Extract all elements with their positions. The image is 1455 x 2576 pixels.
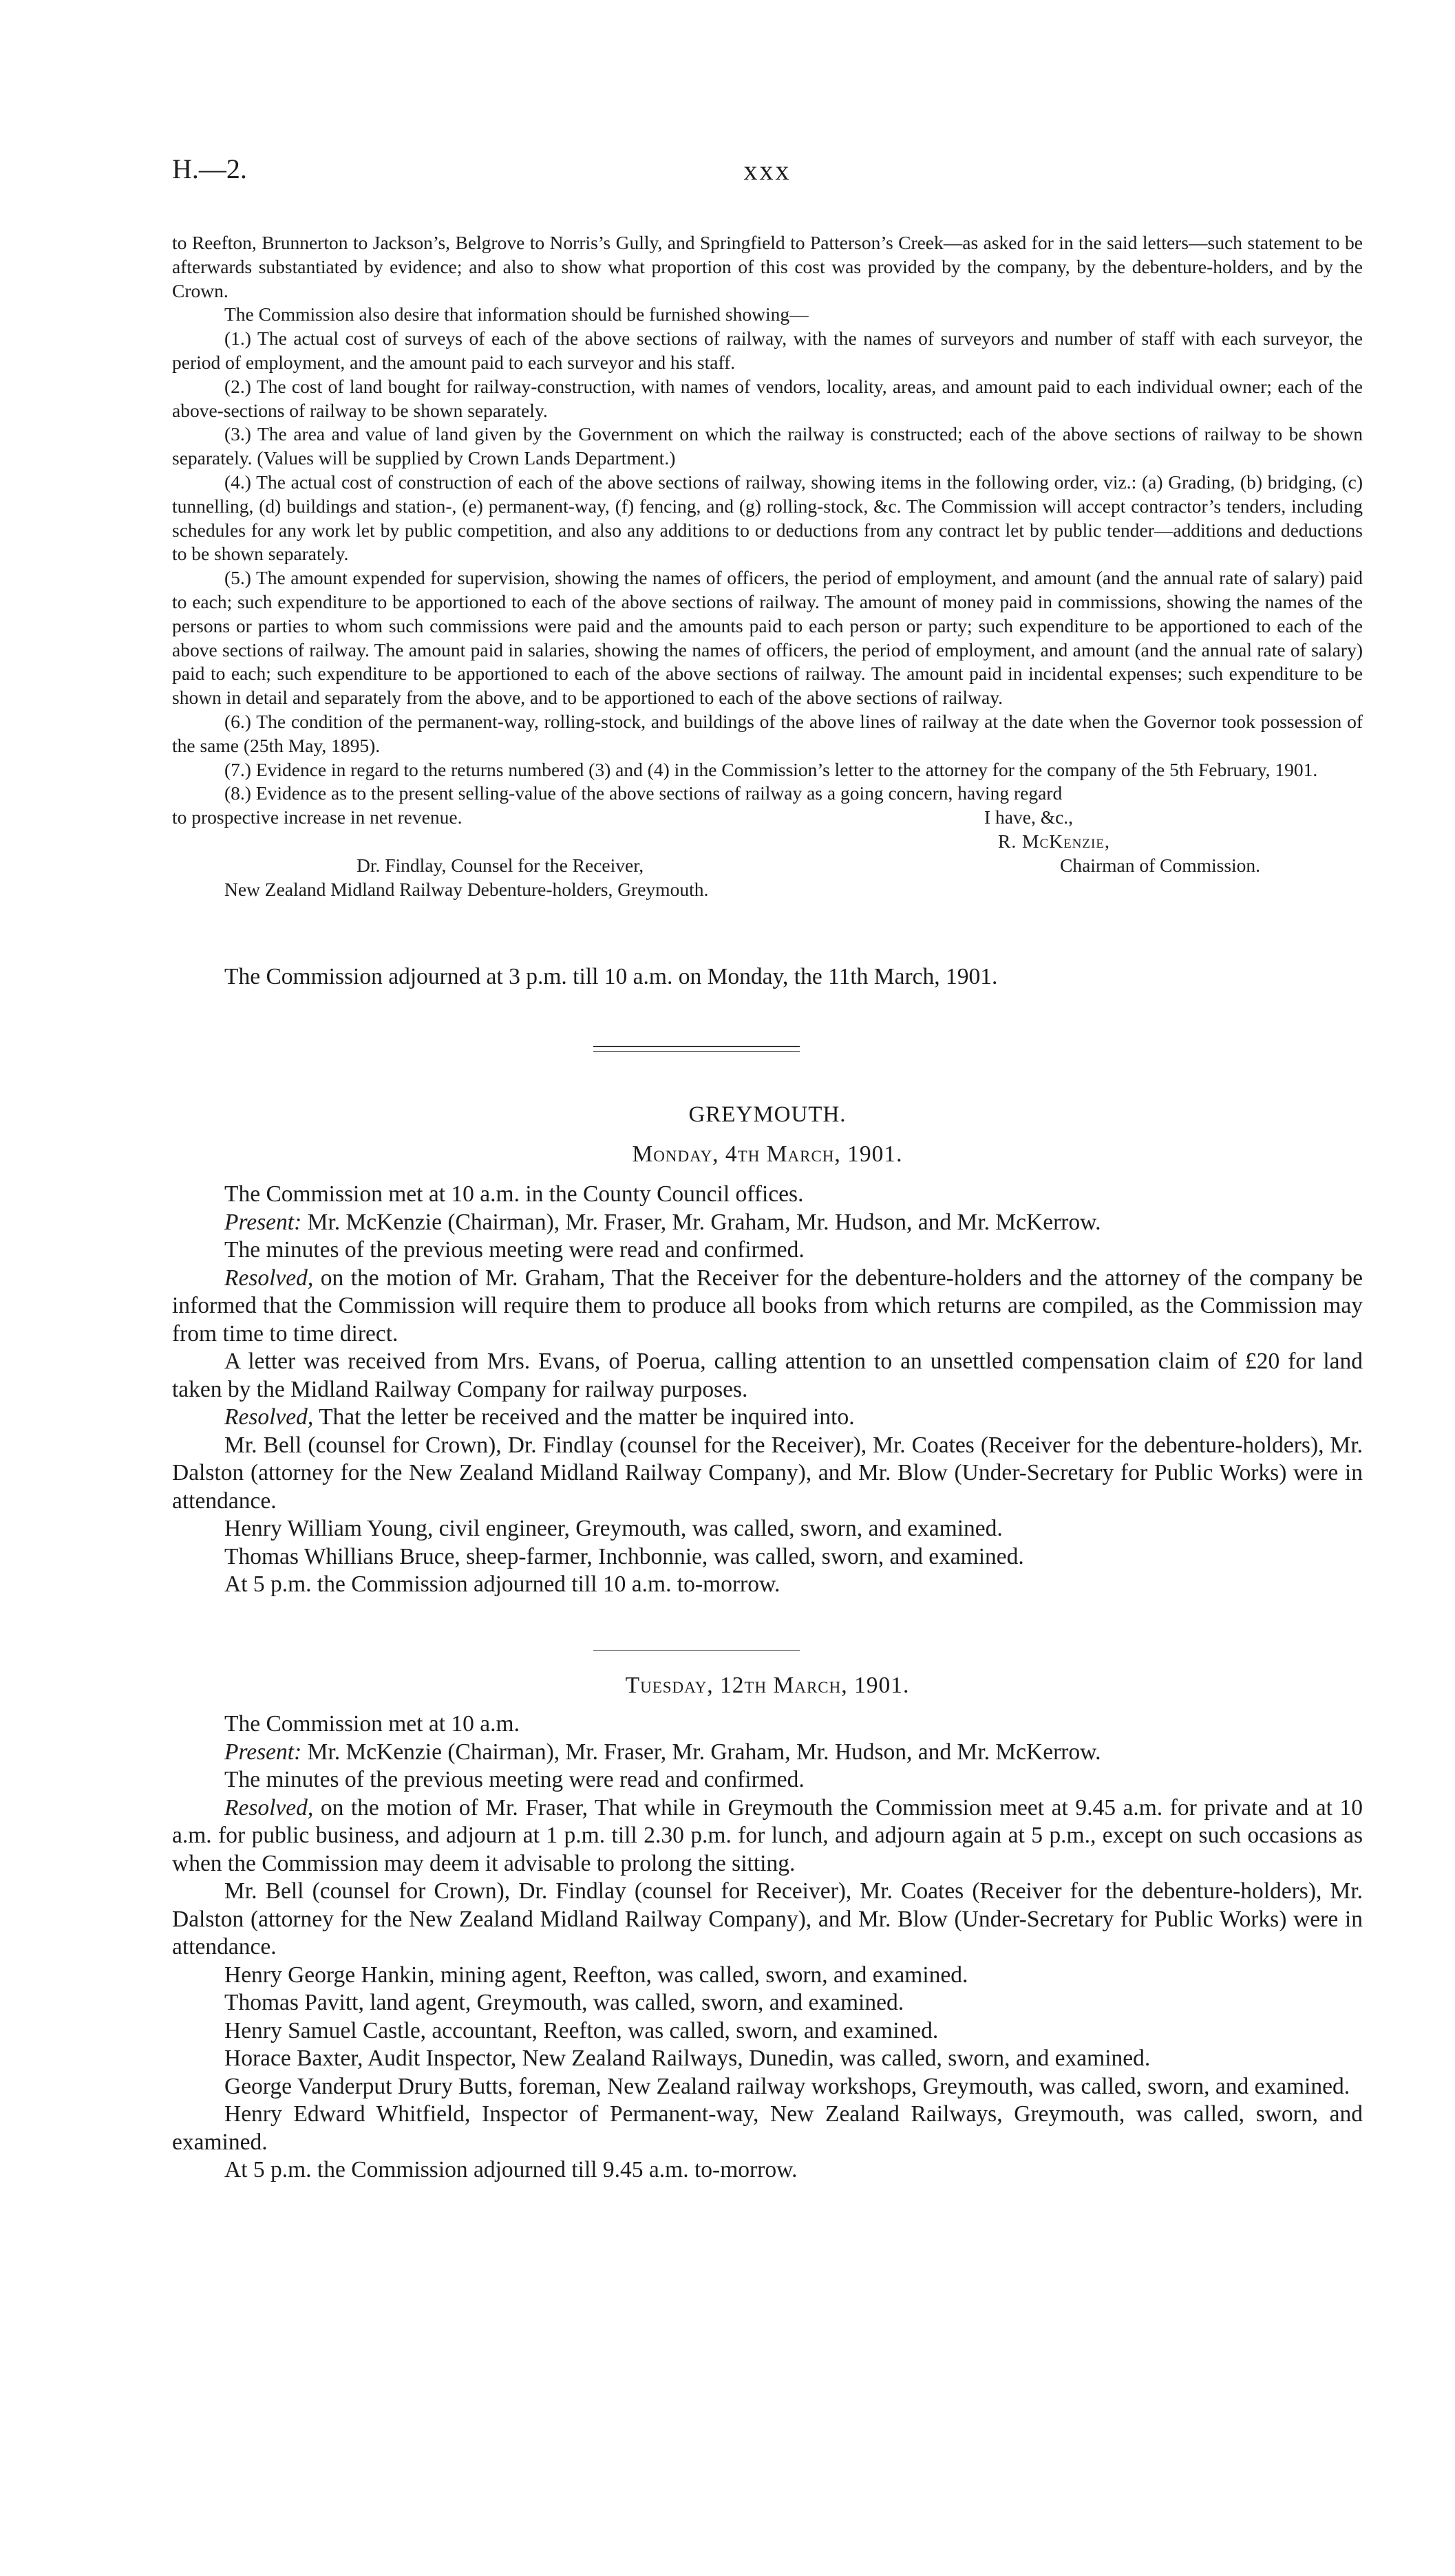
day2-witness: Thomas Pavitt, land agent, Greymouth, was called, sworn, and examined. [224, 1990, 904, 2015]
resolved-label: Resolved, [224, 1404, 314, 1430]
day2-minutes: The minutes of the previous meeting were read and confirmed. [224, 1767, 805, 1792]
day1-adjourn: At 5 p.m. the Commission adjourned till 10 a.m. to-morrow. [224, 1571, 780, 1597]
section-divider [593, 1046, 800, 1047]
adjournment-note [172, 963, 1363, 991]
commission-letter [172, 231, 1363, 901]
letter-opening: to Reefton, Brunnerton to Jackson’s, Belgrove to Norris’s Gully, and Springfield to Patterson’s Creek—as asked for in the said letters—such statement to be afterwards substantiated by evidence; and also to show what proportion of this cost was provided by the company, by the debenture-holders, and by the Crown. [172, 232, 1363, 301]
adjournment-text: The Commission adjourned at 3 p.m. till 10 a.m. on Monday, the 11th March, 1901. [224, 964, 998, 989]
day2-witness: Horace Baxter, Audit Inspector, New Zealand Railways, Dunedin, was called, sworn, and examined. [224, 2046, 1151, 2071]
document-page [172, 0, 1363, 2576]
greymouth-heading-block [172, 1101, 1363, 1129]
report-reference: H.—2. [172, 153, 247, 184]
letter-item: (5.) The amount expended for supervision, showing the names of officers, the period of employment, and amount (and the annual rate of salary) paid to each; such expenditure to be apportioned to each of the above sections of railway. The amount of money paid in commissions, showing the names of the persons or parties to whom such commissions were paid and the amounts paid to each person or party; such expenditure to be apportioned to each of the above sections of railway. The amount paid in salaries, showing the names of officers, the period of employment, and amount (and the annual rate of salary) paid to each; such expenditure to be apportioned to each of the above sections of railway. The amount paid in incidental expenses; such expenditure to be shown in detail and separately from the above, and to be apportioned to each of the above sections of railway. [172, 567, 1363, 709]
day1-witness: Thomas Whillians Bruce, sheep-farmer, Inchbonnie, was called, sworn, and examined. [224, 1543, 1024, 1569]
section-divider-thin [593, 1051, 800, 1052]
signer-row [172, 830, 1363, 854]
signer-title: Chairman of Commission. [1060, 854, 1261, 876]
day2-adjourn: At 5 p.m. the Commission adjourned till 9.45 a.m. to-morrow. [224, 2157, 798, 2182]
day2-heading: Tuesday, 12th March, 1901. [625, 1673, 910, 1698]
day1-heading-block [172, 1141, 1363, 1169]
day2-proceedings [172, 1710, 1363, 2185]
day1-proceedings [172, 1181, 1363, 1599]
day2-witness: George Vanderput Drury Butts, foreman, New Zealand railway workshops, Greymouth, was called, sworn, and examined. [224, 2073, 1350, 2099]
addressee-row-2 [172, 878, 1363, 902]
present-label: Present: [224, 1739, 302, 1765]
present-members: Mr. McKenzie (Chairman), Mr. Fraser, Mr. Graham, Mr. Hudson, and Mr. McKerrow. [301, 1209, 1101, 1235]
addressee-line-2: New Zealand Midland Railway Debenture-holders, Greymouth. [224, 878, 709, 900]
letter-item-end: to prospective increase in net revenue. [172, 806, 463, 828]
page-header [172, 153, 1363, 194]
day1-minutes: The minutes of the previous meeting were read and confirmed. [224, 1237, 805, 1263]
day2-met: The Commission met at 10 a.m. [224, 1711, 520, 1737]
letter-item: (8.) Evidence as to the present selling-value of the above sections of railway as a going concern, having regard [224, 782, 1063, 804]
resolution-text: on the motion of Mr. Fraser, That while in Greymouth the Commission meet at 9.45 a.m. for private and at 10 a.m. for public business, and adjourn at 1 p.m. till 2.30 p.m. for lunch, and adjourn again at 5 p.m., except on such occasions as when the Commission may deem it advisable to prolong the sitting. [172, 1794, 1363, 1876]
letter-intro: The Commission also desire that information should be furnished showing— [224, 303, 809, 325]
letter-item: (2.) The cost of land bought for railway-construction, with names of vendors, locality, areas, and amount paid to each individual owner; each of the above-sections of railway to be shown separately. [172, 375, 1363, 421]
day2-attendance: Mr. Bell (counsel for Crown), Dr. Findlay (counsel for Receiver), Mr. Coates (Receiver for the debenture-holders), Mr. Dalston (attorney for the New Zealand Midland Railway Company), and Mr. Blow (Under-Secretary for Public Works) were in attendance. [172, 1878, 1363, 1960]
day-divider [593, 1650, 800, 1651]
day1-resolution-2 [172, 1404, 1363, 1432]
day1-heading: Monday, 4th March, 1901. [632, 1141, 903, 1167]
place-heading: GREYMOUTH. [688, 1102, 847, 1127]
day2-witness: Henry Edward Whitfield, Inspector of Permanent-way, New Zealand Railways, Greymouth, was called, sworn, and examined. [172, 2101, 1363, 2155]
day2-present [172, 1739, 1363, 1767]
resolution-text: That the letter be received and the matter be inquired into. [313, 1404, 855, 1430]
letter-item: (6.) The condition of the permanent-way, rolling-stock, and buildings of the above lines of railway at the date when the Governor took possession of the same (25th May, 1895). [172, 710, 1363, 756]
day1-attendance: Mr. Bell (counsel for Crown), Dr. Findlay (counsel for the Receiver), Mr. Coates (Receiver for the debenture-holders), Mr. Dalston (attorney for the New Zealand Midland Railway Company), and Mr. Blow (Under-Secretary for Public Works) were in attendance. [172, 1432, 1363, 1514]
letter-item: (1.) The actual cost of surveys of each of the above sections of railway, with the names of surveyors and number of staff with each surveyor, the period of employment, and the amount paid to each surveyor and his staff. [172, 328, 1363, 373]
present-members: Mr. McKenzie (Chairman), Mr. Fraser, Mr. Graham, Mr. Hudson, and Mr. McKerrow. [301, 1739, 1101, 1765]
letter-item: (7.) Evidence in regard to the returns numbered (3) and (4) in the Commission’s letter to the attorney for the company of the 5th February, 1901. [224, 758, 1318, 780]
day2-witness: Henry Samuel Castle, accountant, Reefton, was called, sworn, and examined. [224, 2017, 939, 2043]
resolution-text: on the motion of Mr. Graham, That the Receiver for the debenture-holders and the attorney of the company be informed that the Commission will require them to produce all books from which returns are compiled, as the Commission may from time to time direct. [172, 1265, 1363, 1346]
resolved-label: Resolved, [224, 1794, 314, 1821]
resolved-label: Resolved, [224, 1265, 314, 1291]
day1-letter: A letter was received from Mrs. Evans, of Poerua, calling attention to an unsettled compensation claim of £20 for land taken by the Midland Railway Company for railway purposes. [172, 1349, 1363, 1402]
day1-resolution-1 [172, 1265, 1363, 1349]
page-number: xxx [743, 155, 792, 186]
letter-closing-row [172, 806, 1363, 830]
addressee-row [172, 854, 1363, 878]
letter-item: (4.) The actual cost of construction of each of the above sections of railway, showing items in the following order, viz.: (a) Grading, (b) bridging, (c) tunnelling, (d) buildings and station-, (e) permanent-way, (f) fencing, and (g) rolling-stock, &c. The Commission will accept contractor’s tenders, including schedules for any work let by public competition, and also any additions to or deductions from any contract let by public tender—additions and deductions to be shown separately. [172, 471, 1363, 565]
day2-resolution [172, 1794, 1363, 1878]
day1-met: The Commission met at 10 a.m. in the County Council offices. [224, 1181, 804, 1207]
day2-witness: Henry George Hankin, mining agent, Reefton, was called, sworn, and examined. [224, 1962, 968, 1988]
present-label: Present: [224, 1209, 302, 1235]
day1-present [172, 1209, 1363, 1237]
letter-item: (3.) The area and value of land given by the Government on which the railway is constructed; each of the above sections of railway to be shown separately. (Values will be supplied by Crown Lands Department.) [172, 423, 1363, 469]
addressee: Dr. Findlay, Counsel for the Receiver, [357, 854, 644, 876]
day2-heading-block [172, 1672, 1363, 1700]
letter-closing: I have, &c., [984, 806, 1074, 828]
signer-name: R. McKenzie, [998, 830, 1110, 852]
day1-witness: Henry William Young, civil engineer, Greymouth, was called, sworn, and examined. [224, 1516, 1003, 1541]
